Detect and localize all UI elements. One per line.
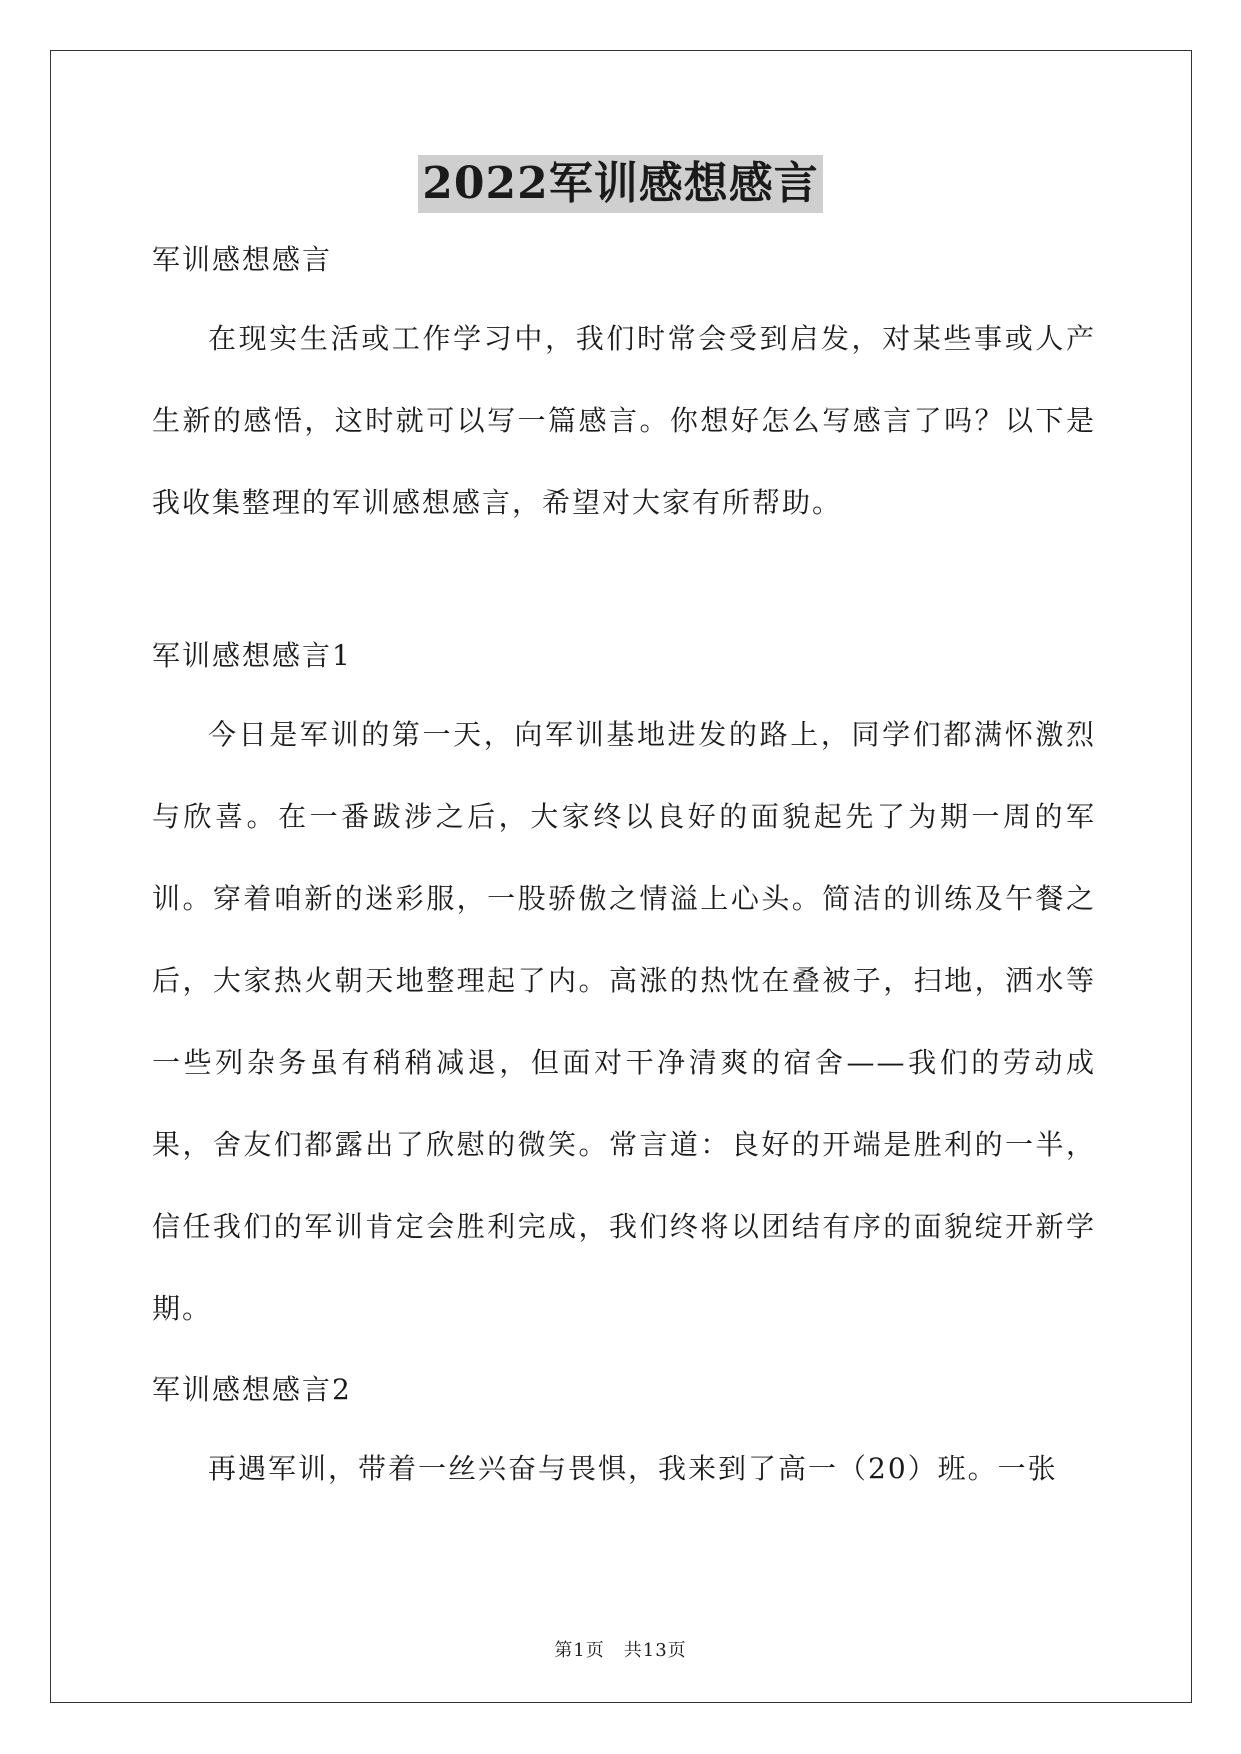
document-title-text: 2022军训感想感言 xyxy=(418,155,822,213)
intro-paragraph: 在现实生活或工作学习中，我们时常会受到启发，对某些事或人产生新的感悟，这时就可以写一篇感言。你想好怎么写感言了吗？以下是我收集整理的军训感想感言，希望对大家有所帮助。 xyxy=(152,322,1096,519)
section-2-paragraph: 再遇军训，带着一丝兴奋与畏惧，我来到了高一（20）班。一张 xyxy=(208,1452,1058,1485)
document-title xyxy=(0,155,1241,213)
page-footer xyxy=(0,1636,1241,1662)
document-body xyxy=(152,240,1096,1510)
section-2-heading: 军训感想感言2 xyxy=(152,1373,352,1406)
intro-heading: 军训感想感言 xyxy=(152,243,333,276)
page-number-label: 第1页 共13页 xyxy=(554,1640,687,1661)
section-1-heading: 军训感想感言1 xyxy=(152,639,352,672)
section-1-paragraph: 今日是军训的第一天，向军训基地进发的路上，同学们都满怀激烈与欣喜。在一番跋涉之后，大家终以良好的面貌起先了为期一周的军训。穿着咱新的迷彩服，一股骄傲之情溢上心头。简洁的训练及午餐之后，大家热火朝天地整理起了内。高涨的热忱在叠被子，扫地，洒水等一些列杂务虽有稍稍减退，但面对干净清爽的宿舍——我们的劳动成果，舍友们都露出了欣慰的微笑。常言道：良好的开端是胜利的一半，信任我们的军训肯定会胜利完成，我们终将以团结有序的面貌绽开新学期。 xyxy=(152,718,1096,1325)
